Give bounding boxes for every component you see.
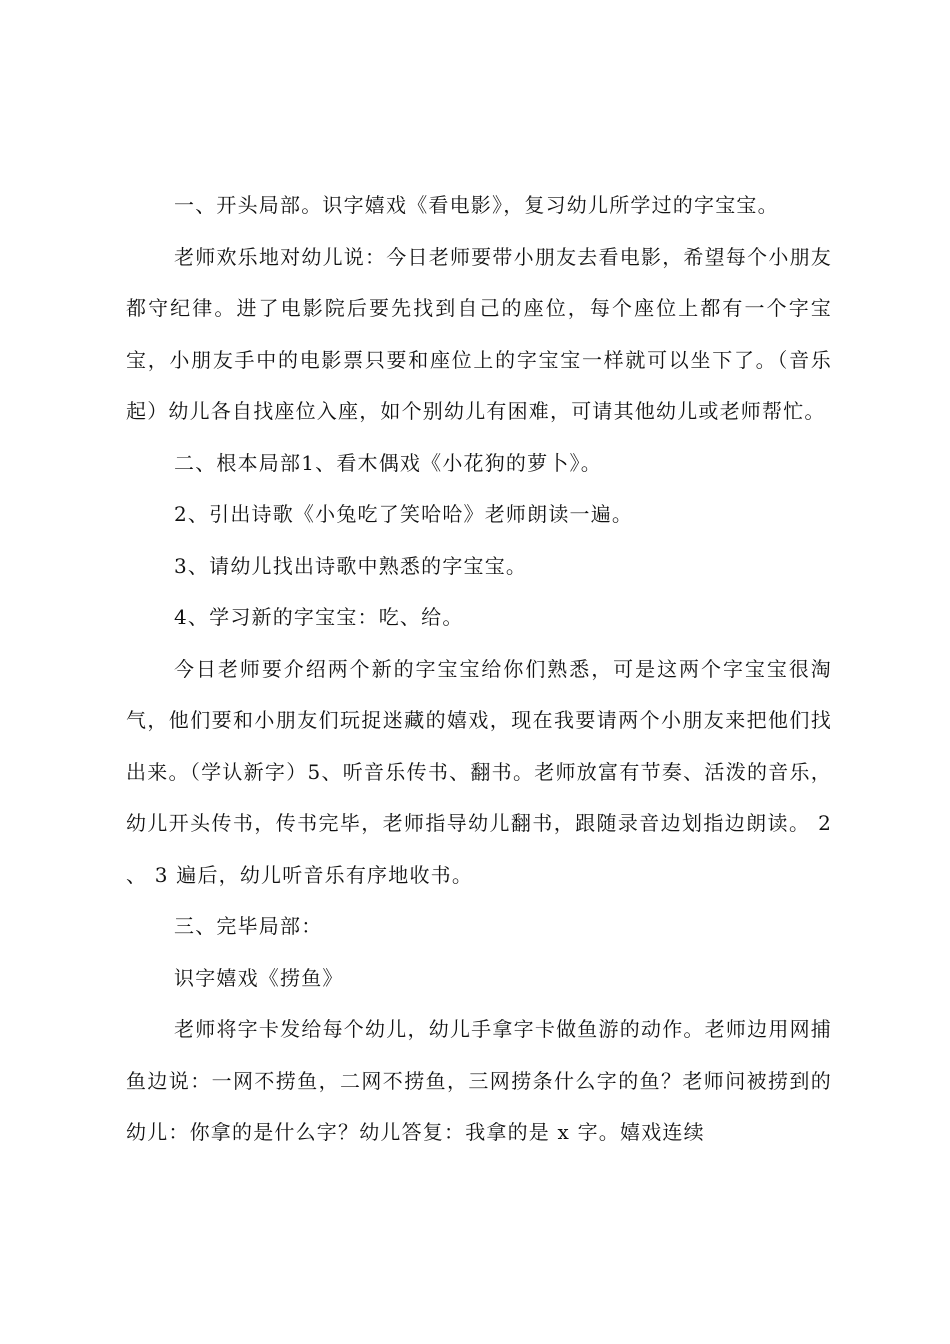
paragraph-game-title: 识字嬉戏《捞鱼》 [174, 965, 344, 990]
paragraph-intro-heading: 一、开头局部。识字嬉戏《看电影》，复习幼儿所学过的字宝宝。 [174, 193, 779, 217]
paragraph-new-words: 今日老师要介绍两个新的字宝宝给你们熟悉，可是这两个字宝宝很淘气，他们要和小朋友们玩捉迷藏的嬉戏，现在我要请两个小朋友来把他们找出来。（学认新字）5、听音乐传书、翻书。老师放富有节奏、活泼的音乐，幼儿开头传书，传书完毕，老师指导幼儿翻书，跟随录音边划指边朗读。 2 、 3 遍后，幼儿听音乐有序地收书。 [126, 656, 832, 887]
paragraph-intro-body: 老师欢乐地对幼儿说：今日老师要带小朋友去看电影，希望每个小朋友都守纪律。进了电影院后要先找到自己的座位，每个座位上都有一个字宝宝，小朋友手中的电影票只要和座位上的字宝宝一样就可以坐下了。（音乐起）幼儿各自找座位入座，如个别幼儿有困难，可请其他幼儿或老师帮忙。 [126, 244, 832, 423]
paragraph-main-heading: 二、根本局部1、看木偶戏《小花狗的萝卜》。 [174, 450, 602, 475]
document-body [126, 180, 832, 1159]
paragraph-game-body: 老师将字卡发给每个幼儿，幼儿手拿字卡做鱼游的动作。老师边用网捕鱼边说：一网不捞鱼，二网不捞鱼，三网捞条什么字的鱼？老师问被捞到的幼儿：你拿的是什么字？幼儿答复：我拿的是 x 字。嬉戏连续 [126, 1017, 832, 1144]
paragraph-step-3: 3、请幼儿找出诗歌中熟悉的字宝宝。 [174, 553, 528, 578]
paragraph-end-heading: 三、完毕局部： [174, 914, 323, 938]
paragraph-step-2: 2、引出诗歌《小兔吃了笑哈哈》老师朗读一遍。 [174, 502, 634, 526]
paragraph-step-4: 4、学习新的字宝宝：吃、给。 [174, 605, 464, 629]
